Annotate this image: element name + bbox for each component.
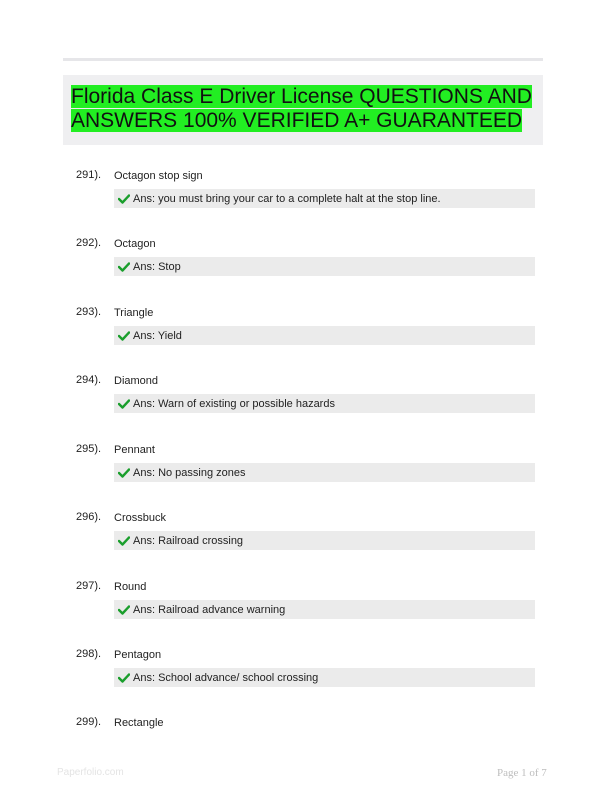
check-icon (118, 463, 132, 482)
check-icon (118, 394, 132, 413)
question-text: Crossbuck (114, 512, 166, 524)
question-number: 299). (76, 716, 102, 728)
question-number: 298). (76, 648, 102, 660)
answer-text: Ans: Railroad advance warning (133, 603, 286, 616)
check-icon (118, 531, 132, 550)
answer-box (114, 394, 535, 413)
question-number: 297). (76, 580, 102, 592)
answer-box (114, 257, 535, 276)
question-number: 291). (76, 169, 102, 181)
question-text: Pentagon (114, 649, 162, 661)
answer-box (114, 463, 535, 482)
title-line-2: ANSWERS 100% VERIFIED A+ GUARANTEED (71, 109, 523, 132)
question-number: 296). (76, 511, 102, 523)
footer-watermark: Paperfolio.com (57, 767, 124, 778)
question-number: 295). (76, 443, 102, 455)
question-text: Rectangle (114, 717, 164, 729)
title-line-1: Florida Class E Driver License QUESTIONS AND (71, 85, 532, 108)
page-number: Page 1 of 7 (497, 767, 547, 779)
question-text: Pennant (114, 444, 155, 456)
question-number: 294). (76, 374, 102, 386)
answer-box (114, 326, 535, 345)
question-text: Diamond (114, 375, 159, 387)
answer-box (114, 668, 535, 687)
answer-box (114, 189, 535, 208)
question-text: Triangle (114, 307, 154, 319)
check-icon (118, 600, 132, 619)
answer-text: Ans: Yield (133, 329, 182, 342)
check-icon (118, 257, 132, 276)
top-divider (63, 58, 543, 61)
answer-text: Ans: Railroad crossing (133, 534, 244, 547)
question-text: Round (114, 581, 147, 593)
answer-text: Ans: you must bring your car to a complete halt at the stop line. (133, 192, 441, 205)
question-text: Octagon stop sign (114, 170, 203, 182)
question-number: 292). (76, 237, 102, 249)
question-text: Octagon (114, 238, 156, 250)
answer-text: Ans: Stop (133, 260, 181, 273)
answer-box (114, 531, 535, 550)
check-icon (118, 189, 132, 208)
check-icon (118, 326, 132, 345)
question-number: 293). (76, 306, 102, 318)
answer-box (114, 600, 535, 619)
document-title-box (63, 75, 543, 145)
answer-text: Ans: Warn of existing or possible hazards (133, 397, 335, 410)
document-title (71, 85, 541, 133)
answer-text: Ans: No passing zones (133, 466, 246, 479)
check-icon (118, 668, 132, 687)
answer-text: Ans: School advance/ school crossing (133, 671, 319, 684)
